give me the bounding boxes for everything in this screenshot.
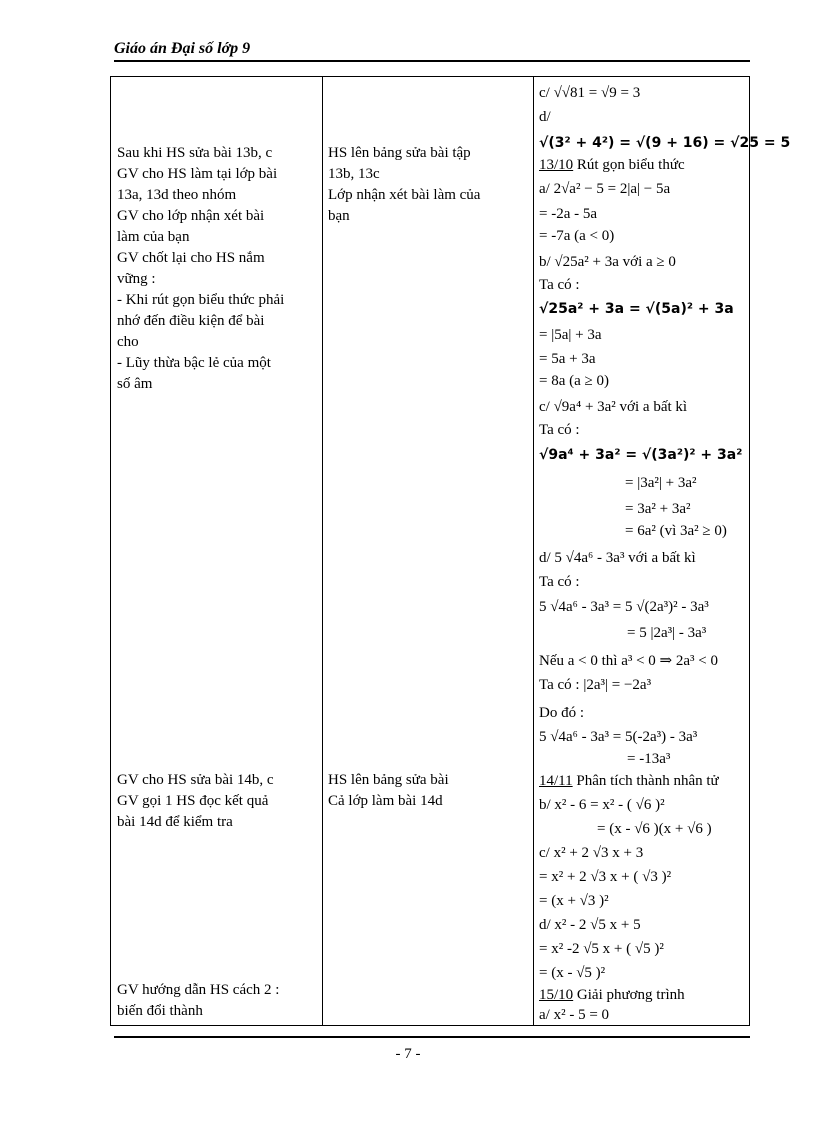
text-line: số âm	[117, 376, 153, 392]
text-line: HS lên bảng sửa bài	[328, 772, 449, 788]
column-divider-1	[322, 77, 323, 1025]
math-line: 5 √4a⁶ - 3a³ = 5 √(2a³)² - 3a³	[539, 599, 709, 615]
text-line: Sau khi HS sửa bài 13b, c	[117, 145, 273, 161]
math-line: b/ √25a² + 3a với a ≥ 0	[539, 254, 676, 270]
text-line: d/	[539, 109, 551, 125]
text-line: Lớp nhận xét bài làm của	[328, 187, 481, 203]
math-line: c/ x² + 2 √3 x + 3	[539, 845, 644, 861]
math-line: = -7a (a < 0)	[539, 228, 615, 244]
text-line: vững :	[117, 271, 156, 287]
text-line: GV cho HS sửa bài 14b, c	[117, 772, 274, 788]
text-line: 13a, 13d theo nhóm	[117, 187, 237, 203]
math-line: = x² + 2 √3 x + ( √3 )²	[539, 869, 672, 885]
math-line: = x² -2 √5 x + ( √5 )²	[539, 941, 664, 957]
math-line: = |5a| + 3a	[539, 327, 602, 343]
math-line: c/ √9a⁴ + 3a² với a bất kì	[539, 399, 688, 415]
text-line: bạn	[328, 208, 350, 224]
section-line	[539, 155, 685, 176]
math-line: = 6a² (vì 3a² ≥ 0)	[625, 523, 727, 539]
text-line: Do đó :	[539, 705, 584, 721]
math-line: = 8a (a ≥ 0)	[539, 373, 609, 389]
text-line: GV gọi 1 HS đọc kết quả	[117, 793, 269, 809]
page-number: - 7 -	[395, 1046, 421, 1062]
math-line: = 5 |2a³| - 3a³	[627, 625, 707, 641]
math-line: = (x - √5 )²	[539, 965, 606, 981]
math-line: √(3² + 4²) = √(9 + 16) = √25 = 5	[539, 135, 791, 151]
math-line: √25a² + 3a = √(5a)² + 3a	[539, 301, 734, 317]
math-line: c/ √√81 = √9 = 3	[539, 85, 641, 101]
exercise-title: Phân tích thành nhân tử	[572, 773, 719, 789]
section-line	[539, 985, 685, 1006]
math-line: = -2a - 5a	[539, 206, 598, 222]
text-line: GV chốt lại cho HS nắm	[117, 250, 265, 266]
text-line: - Lũy thừa bậc lẻ của một	[117, 355, 271, 371]
text-line: - Khi rút gọn biểu thức phải	[117, 292, 285, 308]
math-line: √9a⁴ + 3a² = √(3a²)² + 3a²	[539, 447, 743, 463]
math-line: = (x - √6 )(x + √6 )	[597, 821, 712, 837]
text-line: Ta có :	[539, 277, 580, 293]
math-line: = -13a³	[627, 751, 671, 767]
math-line: = |3a²| + 3a²	[625, 475, 697, 491]
text-line: cho	[117, 334, 139, 350]
math-line: 5 √4a⁶ - 3a³ = 5(-2a³) - 3a³	[539, 729, 698, 745]
math-line: b/ x² - 6 = x² - ( √6 )²	[539, 797, 665, 813]
column-divider-2	[533, 77, 534, 1025]
text-line: nhớ đến điều kiện để bài	[117, 313, 265, 329]
section-line	[539, 771, 719, 792]
footer-rule	[114, 1036, 750, 1038]
text-line: GV cho HS làm tại lớp bài	[117, 166, 278, 182]
document-header: Giáo án Đại số lớp 9	[114, 40, 251, 57]
math-line: = 3a² + 3a²	[625, 501, 691, 517]
text-line: Cả lớp làm bài 14d	[328, 793, 443, 809]
text-line: GV hướng dẫn HS cách 2 :	[117, 982, 280, 998]
text-line: biến đổi thành	[117, 1003, 203, 1019]
exercise-number: 13/10	[539, 157, 574, 173]
math-line: = (x + √3 )²	[539, 893, 609, 909]
math-line: Nếu a < 0 thì a³ < 0 ⇒ 2a³ < 0	[539, 653, 718, 669]
text-line: Ta có :	[539, 574, 580, 590]
math-line: Ta có : |2a³| = −2a³	[539, 677, 652, 693]
text-line: làm của bạn	[117, 229, 190, 245]
math-line: = 5a + 3a	[539, 351, 596, 367]
exercise-title: Rút gọn biểu thức	[573, 157, 685, 173]
math-line: a/ 2√a² − 5 = 2|a| − 5a	[539, 181, 671, 197]
exercise-number: 15/10	[539, 987, 574, 1003]
math-line: a/ x² - 5 = 0	[539, 1007, 610, 1023]
text-line: HS lên bảng sửa bài tập	[328, 145, 471, 161]
text-line: 13b, 13c	[328, 166, 380, 182]
math-line: d/ x² - 2 √5 x + 5	[539, 917, 641, 933]
text-line: GV cho lớp nhận xét bài	[117, 208, 265, 224]
math-line: d/ 5 √4a⁶ - 3a³ với a bất kì	[539, 550, 696, 566]
text-line: Ta có :	[539, 422, 580, 438]
header-rule	[114, 60, 750, 62]
text-line: bài 14d để kiểm tra	[117, 814, 233, 830]
exercise-title: Giải phương trình	[573, 987, 685, 1003]
lesson-table	[110, 76, 791, 1026]
exercise-number: 14/11	[539, 773, 573, 789]
